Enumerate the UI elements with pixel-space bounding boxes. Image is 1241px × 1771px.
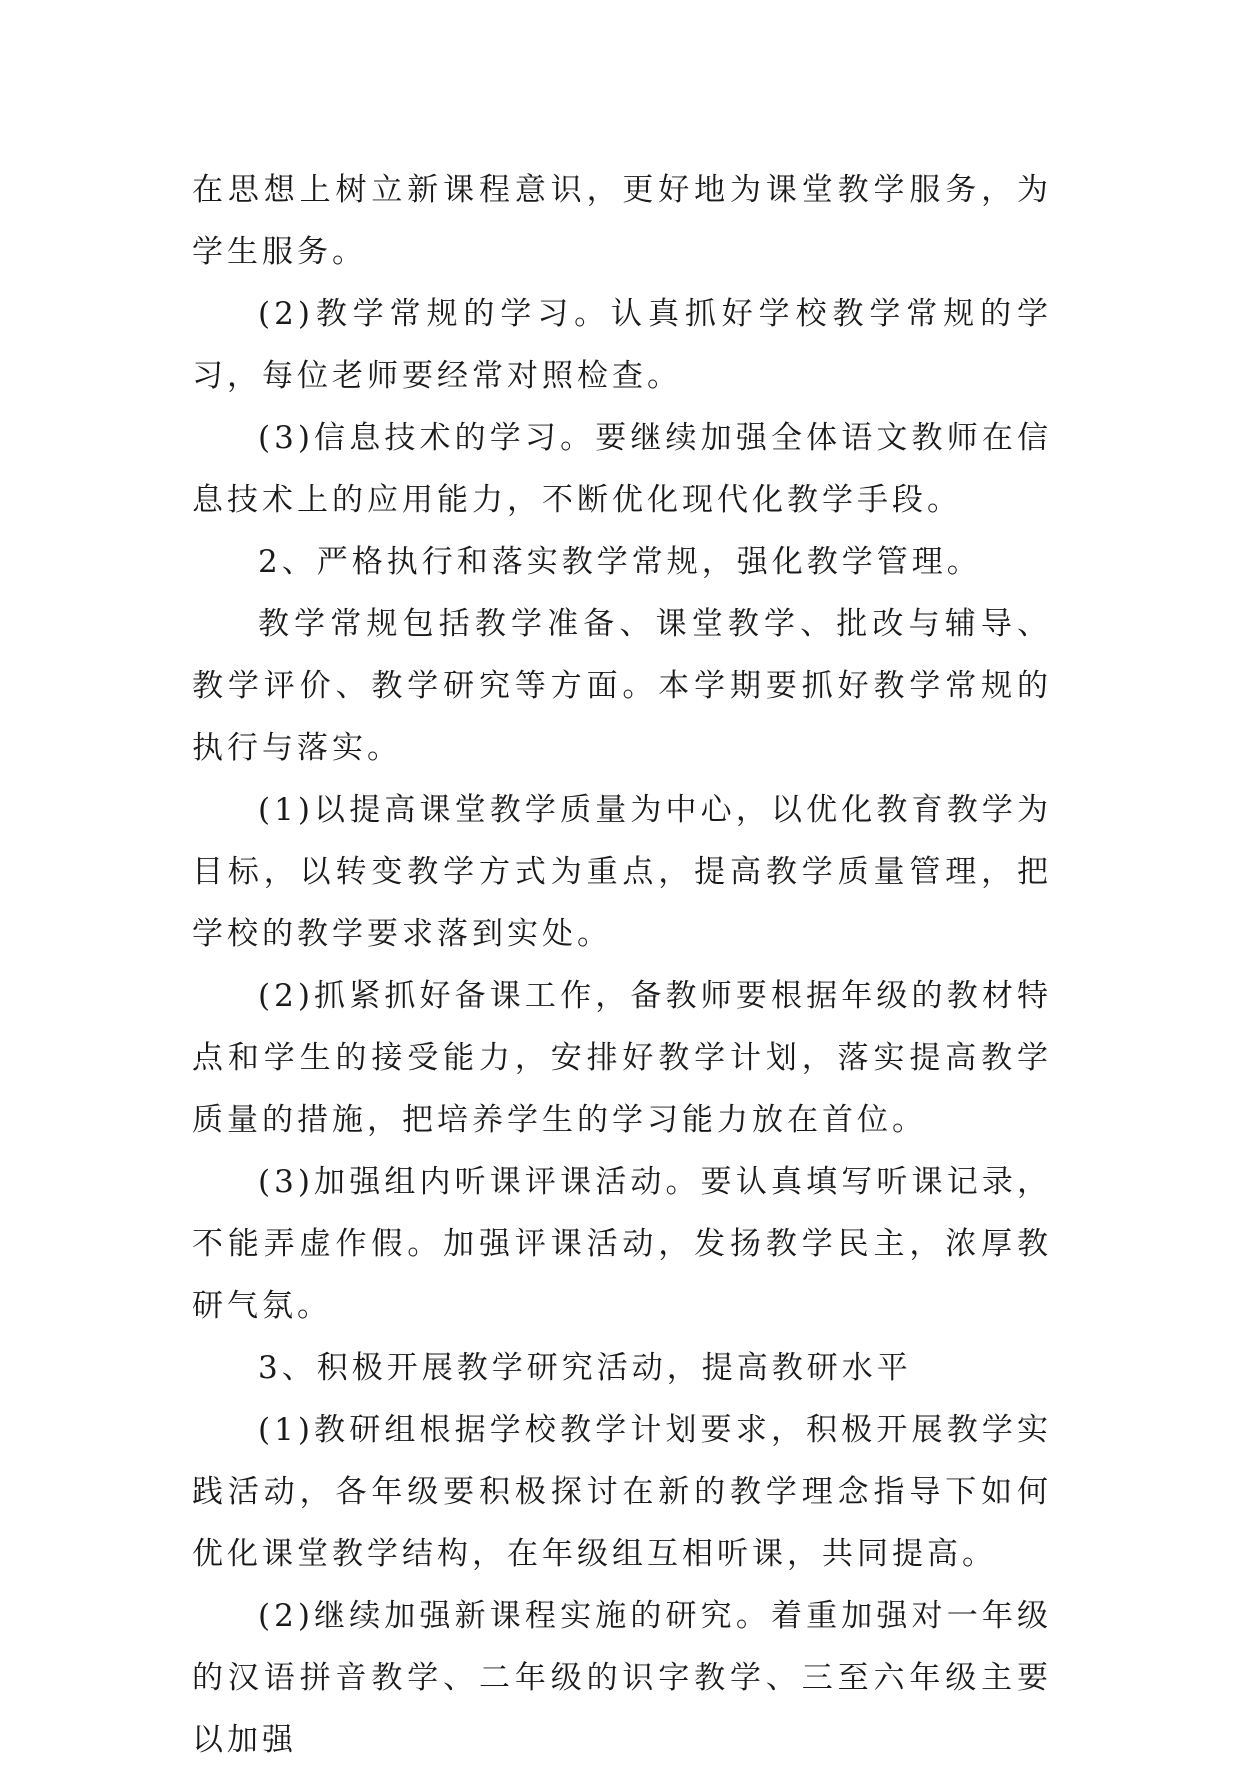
paragraph-teaching-routine-study: (2)教学常规的学习。认真抓好学校教学常规的学习，每位老师要经常对照检查。	[192, 296, 1052, 394]
section-heading-3: 3、积极开展教学研究活动，提高教研水平	[258, 1350, 912, 1386]
document-body	[192, 159, 1052, 1771]
paragraph-new-curriculum-research: (2)继续加强新课程实施的研究。着重加强对一年级的汉语拼音教学、二年级的识字教学、三至六年级主要以加强	[192, 1598, 1052, 1758]
paragraph-continuation: 在思想上树立新课程意识，更好地为课堂教学服务，为学生服务。	[192, 172, 1052, 270]
paragraph-lesson-observation: (3)加强组内听课评课活动。要认真填写听课记录，不能弄虚作假。加强评课活动，发扬教学民主，浓厚教研气氛。	[192, 1164, 1052, 1324]
paragraph-lesson-preparation: (2)抓紧抓好备课工作，备教师要根据年级的教材特点和学生的接受能力，安排好教学计划，落实提高教学质量的措施，把培养学生的学习能力放在首位。	[192, 978, 1052, 1138]
paragraph-teaching-research: (1)教研组根据学校教学计划要求，积极开展教学实践活动，各年级要积极探讨在新的教学理念指导下如何优化课堂教学结构，在年级组互相听课，共同提高。	[192, 1412, 1052, 1572]
paragraph-teaching-quality: (1)以提高课堂教学质量为中心，以优化教育教学为目标，以转变教学方式为重点，提高教学质量管理，把学校的教学要求落到实处。	[192, 792, 1052, 952]
section-heading-2: 2、严格执行和落实教学常规，强化教学管理。	[258, 544, 982, 580]
paragraph-information-technology-study: (3)信息技术的学习。要继续加强全体语文教师在信息技术上的应用能力，不断优化现代化教学手段。	[192, 420, 1052, 518]
paragraph-teaching-routine-scope: 教学常规包括教学准备、课堂教学、批改与辅导、教学评价、教学研究等方面。本学期要抓好教学常规的执行与落实。	[192, 606, 1052, 766]
